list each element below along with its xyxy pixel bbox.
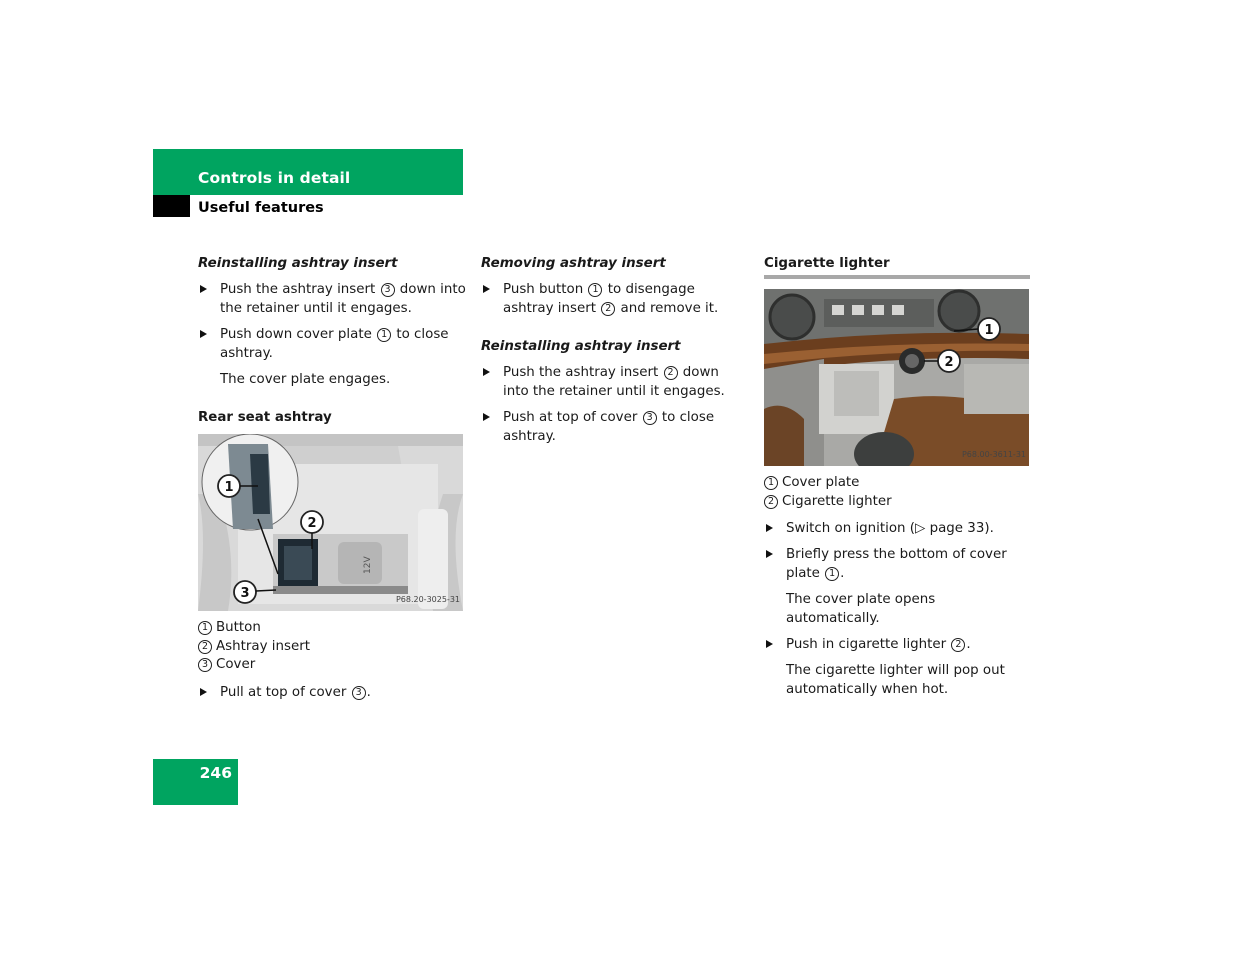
step-push-insert: Push the ashtray insert 3 down into the retainer until it engages.	[198, 280, 468, 318]
callout-number: 2	[601, 302, 615, 316]
rear-ashtray-figure	[198, 434, 463, 611]
figure-callout-2: 2	[944, 355, 954, 370]
rear-ashtray-illustration	[198, 434, 463, 611]
bullet-arrow-icon	[766, 640, 773, 648]
subsection-title: Useful features	[198, 200, 324, 216]
step-push-cover: Push down cover plate 1 to close ashtray.	[198, 325, 468, 363]
figure-callout-2: 2	[307, 516, 317, 531]
legend-item: 2 Ashtray insert	[198, 638, 468, 657]
section-title: Controls in detail	[198, 169, 351, 187]
column-1	[198, 254, 468, 709]
page-ref-icon: ▷	[915, 521, 926, 536]
cigarette-lighter-figure	[764, 289, 1029, 466]
bullet-arrow-icon	[483, 368, 490, 376]
column-2	[481, 254, 743, 453]
figure-callout-3: 3	[240, 586, 250, 601]
socket-12v-label: 12V	[363, 556, 373, 574]
bullet-arrow-icon	[766, 550, 773, 558]
heading-reinstalling-ashtray-2: Reinstalling ashtray insert	[481, 339, 681, 354]
step-push-lighter: Push in cigarette lighter 2 .	[764, 635, 1030, 654]
figure-callout-1: 1	[224, 480, 234, 495]
figure-code: P68.00-3611-31	[961, 450, 1026, 459]
bullet-arrow-icon	[200, 330, 207, 338]
callout-number: 3	[352, 686, 366, 700]
legend-item: 1 Cover plate	[764, 474, 1030, 493]
callout-number: 3	[381, 283, 395, 297]
note-lighter-pops-out: The cigarette lighter will pop out automatically when hot.	[786, 663, 1005, 697]
legend-item: 2 Cigarette lighter	[764, 493, 1030, 512]
page-number: 246	[199, 764, 232, 782]
callout-number: 1	[377, 328, 391, 342]
heading-reinstalling-ashtray: Reinstalling ashtray insert	[198, 256, 398, 271]
heading-cigarette-lighter: Cigarette lighter	[764, 256, 890, 271]
step-push-insert-2: Push the ashtray insert 2 down into the retainer until it engages.	[481, 363, 743, 401]
figure-callout-1: 1	[984, 323, 994, 338]
cigarette-lighter-illustration	[764, 289, 1029, 466]
callout-number: 1	[825, 567, 839, 581]
step-push-top-cover: Push at top of cover 3 to close ashtray.	[481, 408, 743, 446]
callout-number: 2	[664, 366, 678, 380]
bullet-arrow-icon	[766, 524, 773, 532]
callout-number: 1	[588, 283, 602, 297]
legend-item: 1 Button	[198, 619, 468, 638]
heading-removing-ashtray: Removing ashtray insert	[481, 256, 666, 271]
bullet-arrow-icon	[200, 285, 207, 293]
bullet-arrow-icon	[483, 413, 490, 421]
heading-rear-seat-ashtray: Rear seat ashtray	[198, 410, 332, 425]
column-3	[764, 254, 1030, 706]
bullet-arrow-icon	[200, 688, 207, 696]
callout-number: 2	[951, 638, 965, 652]
note-cover-engages: The cover plate engages.	[220, 372, 391, 387]
subsection-marker	[153, 195, 190, 217]
step-switch-ignition: Switch on ignition (▷ page 33).	[764, 519, 1030, 538]
step-pull-cover: Pull at top of cover 3 .	[198, 683, 468, 702]
bullet-arrow-icon	[483, 285, 490, 293]
heading-rule	[764, 275, 1030, 279]
step-push-button: Push button 1 to disengage ashtray insert 2 and remove it.	[481, 280, 743, 318]
legend-cigarette-lighter	[764, 474, 1030, 511]
legend-rear-ashtray	[198, 619, 468, 675]
figure-code: P68.20-3025-31	[395, 595, 460, 604]
step-press-cover: Briefly press the bottom of cover plate 1 .	[764, 545, 1030, 583]
legend-item: 3 Cover	[198, 656, 468, 675]
callout-number: 3	[643, 411, 657, 425]
note-cover-opens: The cover plate opens automatically.	[786, 592, 936, 626]
